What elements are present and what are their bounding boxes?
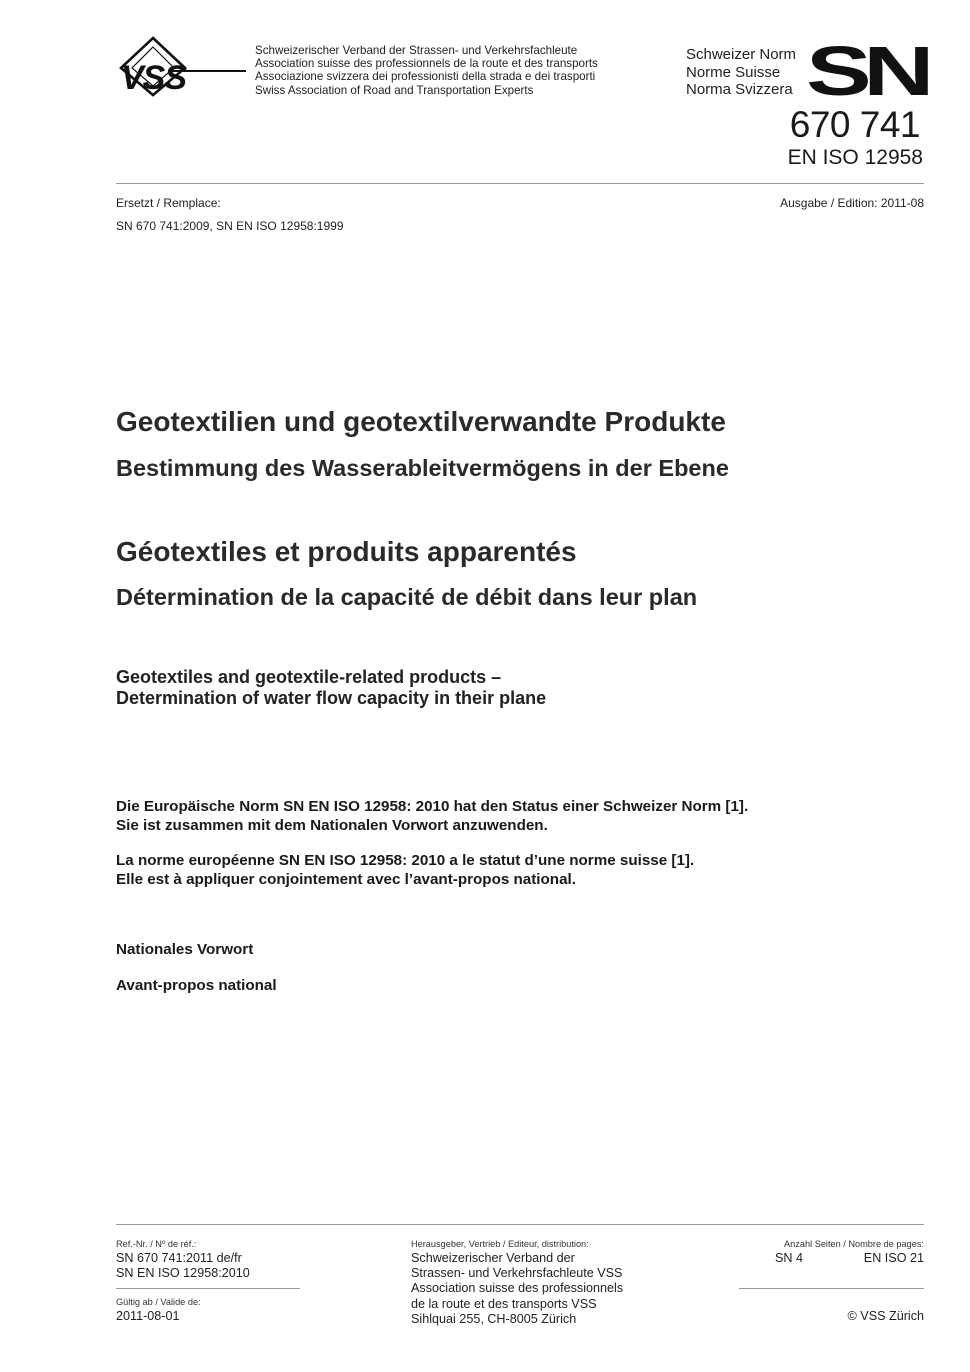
status-note-de-line-1: Die Europäische Norm SN EN ISO 12958: 2010 hat den Status einer Schweizer Norm [1]. xyxy=(116,798,749,815)
norm-label-de: Schweizer Norm xyxy=(686,46,797,63)
ref-values xyxy=(116,1251,250,1281)
norm-labels xyxy=(686,46,796,99)
pages-en: EN ISO 21 xyxy=(863,1251,924,1265)
title-en-line-1: Geotextiles and geotextile-related products – xyxy=(116,667,502,687)
association-en: Swiss Association of Road and Transportation Experts xyxy=(255,83,534,97)
title-en xyxy=(116,667,546,709)
status-note-fr-line-2: Elle est à appliquer conjointement avec l’avant-propos national. xyxy=(116,870,576,888)
foreword-fr: Avant-propos national xyxy=(116,977,277,994)
title-fr: Géotextiles et produits apparentés xyxy=(116,536,577,567)
valid-label: Gültig ab / Valide de: xyxy=(116,1297,201,1307)
association-it: Associazione svizzera dei professionisti della strada e dei trasporti xyxy=(255,70,596,84)
ref-divider xyxy=(116,1288,300,1289)
publisher-address xyxy=(411,1251,623,1327)
title-en-line-2: Determination of water flow capacity in their plane xyxy=(116,688,547,708)
subtitle-fr: Détermination de la capacité de débit dans leur plan xyxy=(116,584,698,610)
publisher-line-2: Strassen- und Verkehrsfachleute VSS xyxy=(411,1266,623,1281)
publisher-label: Herausgeber, Vertrieb / Editeur, distribution: xyxy=(411,1239,589,1249)
en-iso-number: EN ISO 12958 xyxy=(787,146,923,169)
sn-logo-text: SN xyxy=(806,42,928,98)
footer-divider xyxy=(116,1224,924,1225)
title-de: Geotextilien und geotextilverwandte Produkte xyxy=(116,406,726,437)
publisher-line-4: de la route et des transports VSS xyxy=(411,1296,597,1311)
ref-line-2: SN EN ISO 12958:2010 xyxy=(116,1266,250,1281)
ref-line-1: SN 670 741:2011 de/fr xyxy=(116,1251,242,1265)
sn-number: 670 741 xyxy=(789,104,920,145)
status-note-de-line-2: Sie ist zusammen mit dem Nationalen Vorwort anzuwenden. xyxy=(116,816,548,834)
pages-label: Anzahl Seiten / Nombre de pages: xyxy=(784,1239,924,1249)
status-note-fr-line-1: La norme européenne SN EN ISO 12958: 2010 a le statut d’une norme suisse [1]. xyxy=(116,852,695,869)
status-note-de xyxy=(116,798,748,835)
association-names xyxy=(255,44,598,97)
foreword-de: Nationales Vorwort xyxy=(116,941,254,958)
vss-logo xyxy=(115,36,249,98)
association-fr: Association suisse des professionnels de la route et des transports xyxy=(255,57,598,71)
replaces-value: SN 670 741:2009, SN EN ISO 12958:1999 xyxy=(116,219,344,233)
pages-divider xyxy=(739,1288,924,1289)
publisher-line-1: Schweizerischer Verband der xyxy=(411,1251,575,1265)
publisher-line-5: Sihlquai 255, CH-8005 Zürich xyxy=(411,1311,577,1326)
norm-label-fr: Norme Suisse xyxy=(686,63,781,81)
pages-sn: SN 4 xyxy=(775,1251,803,1265)
subtitle-de: Bestimmung des Wasserableitvermögens in der Ebene xyxy=(116,455,729,481)
replaces-label: Ersetzt / Remplace: xyxy=(116,196,221,210)
vss-logo-text: VSS xyxy=(121,59,187,97)
valid-value: 2011-08-01 xyxy=(116,1309,180,1323)
status-note-fr xyxy=(116,852,694,889)
ref-label: Ref.-Nr. / Nº de réf.: xyxy=(116,1239,197,1249)
header-divider xyxy=(116,183,924,184)
edition: Ausgabe / Edition: 2011-08 xyxy=(780,196,924,210)
publisher-line-3: Association suisse des professionnels xyxy=(411,1281,624,1296)
norm-label-it: Norma Svizzera xyxy=(686,81,793,98)
copyright: © VSS Zürich xyxy=(847,1309,924,1323)
association-de: Schweizerischer Verband der Strassen- und Verkehrsfachleute xyxy=(255,44,578,57)
sn-logo xyxy=(806,42,928,98)
